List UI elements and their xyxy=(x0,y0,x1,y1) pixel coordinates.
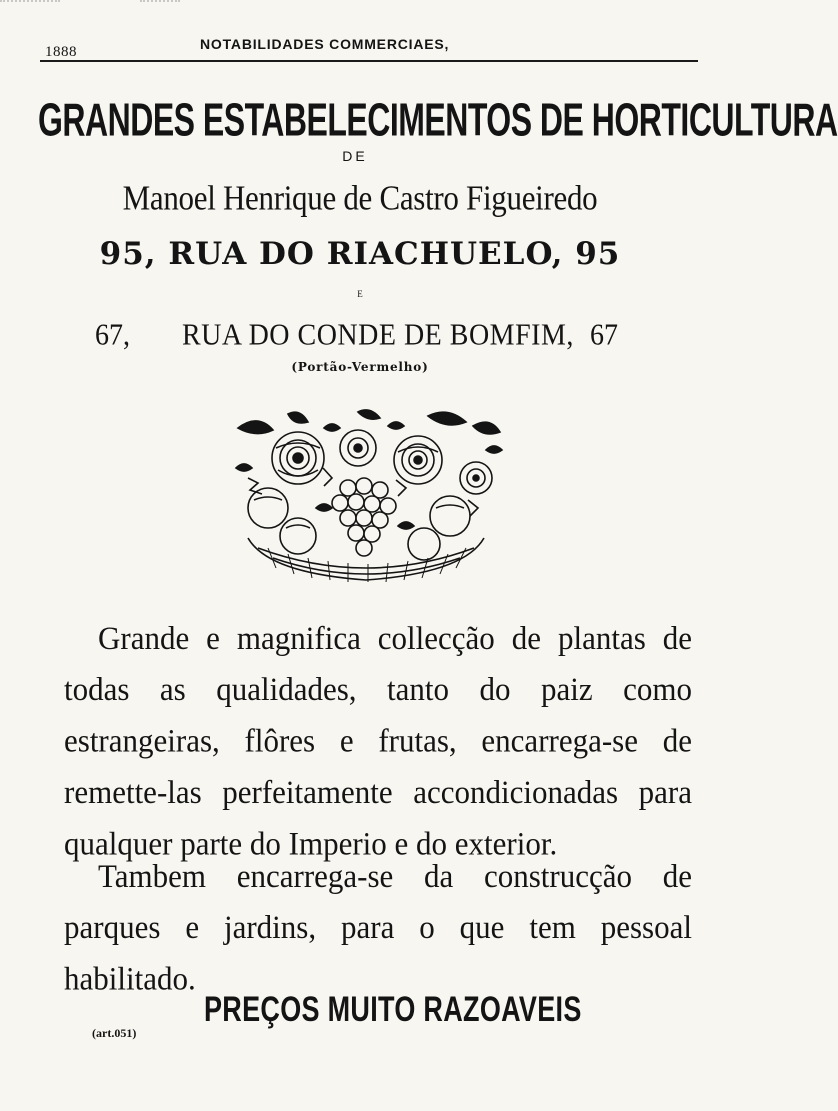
title-de: DE xyxy=(342,148,368,164)
address-riachuelo: 95, RUA DO RIACHUELO, 95 xyxy=(99,236,621,272)
address-conjunction: E xyxy=(357,289,363,299)
address-bomfim-number-right: 67 xyxy=(590,318,618,353)
print-speckle xyxy=(0,0,60,32)
services-paragraph: Tambem encarrega-se da construcção de parques e jardins, para o que tem pessoal habilitado. xyxy=(64,857,692,997)
description-paragraph: Grande e magnifica collecção de plantas de todas as qualidades, tanto do paiz como estrangeiras, flôres e frutas, encarrega-se de remette-las perfeitamente accondicionadas para qualquer parte do Imperio e do exterior. xyxy=(64,619,692,862)
header-title: NOTABILIDADES COMMERCIAES, xyxy=(200,36,450,52)
address-bomfim-number-left: 67, xyxy=(95,318,130,353)
prices-slogan: PREÇOS MUITO RAZOAVEIS xyxy=(204,990,582,1029)
article-reference: (art.051) xyxy=(92,1026,137,1040)
proprietor-name: Manoel Henrique de Castro Figueiredo xyxy=(122,178,598,218)
address-bomfim-street: RUA DO CONDE DE BOMFIM, xyxy=(182,318,574,353)
advert-title: GRANDES ESTABELECIMENTOS DE HORTICULTURA xyxy=(38,93,838,146)
address-note: (Portão-Vermelho) xyxy=(291,360,429,374)
flower-and-fruit-basket-icon xyxy=(228,408,504,584)
print-speckle xyxy=(140,0,180,32)
header-rule xyxy=(40,60,698,62)
header-year: 1888 xyxy=(45,44,77,60)
